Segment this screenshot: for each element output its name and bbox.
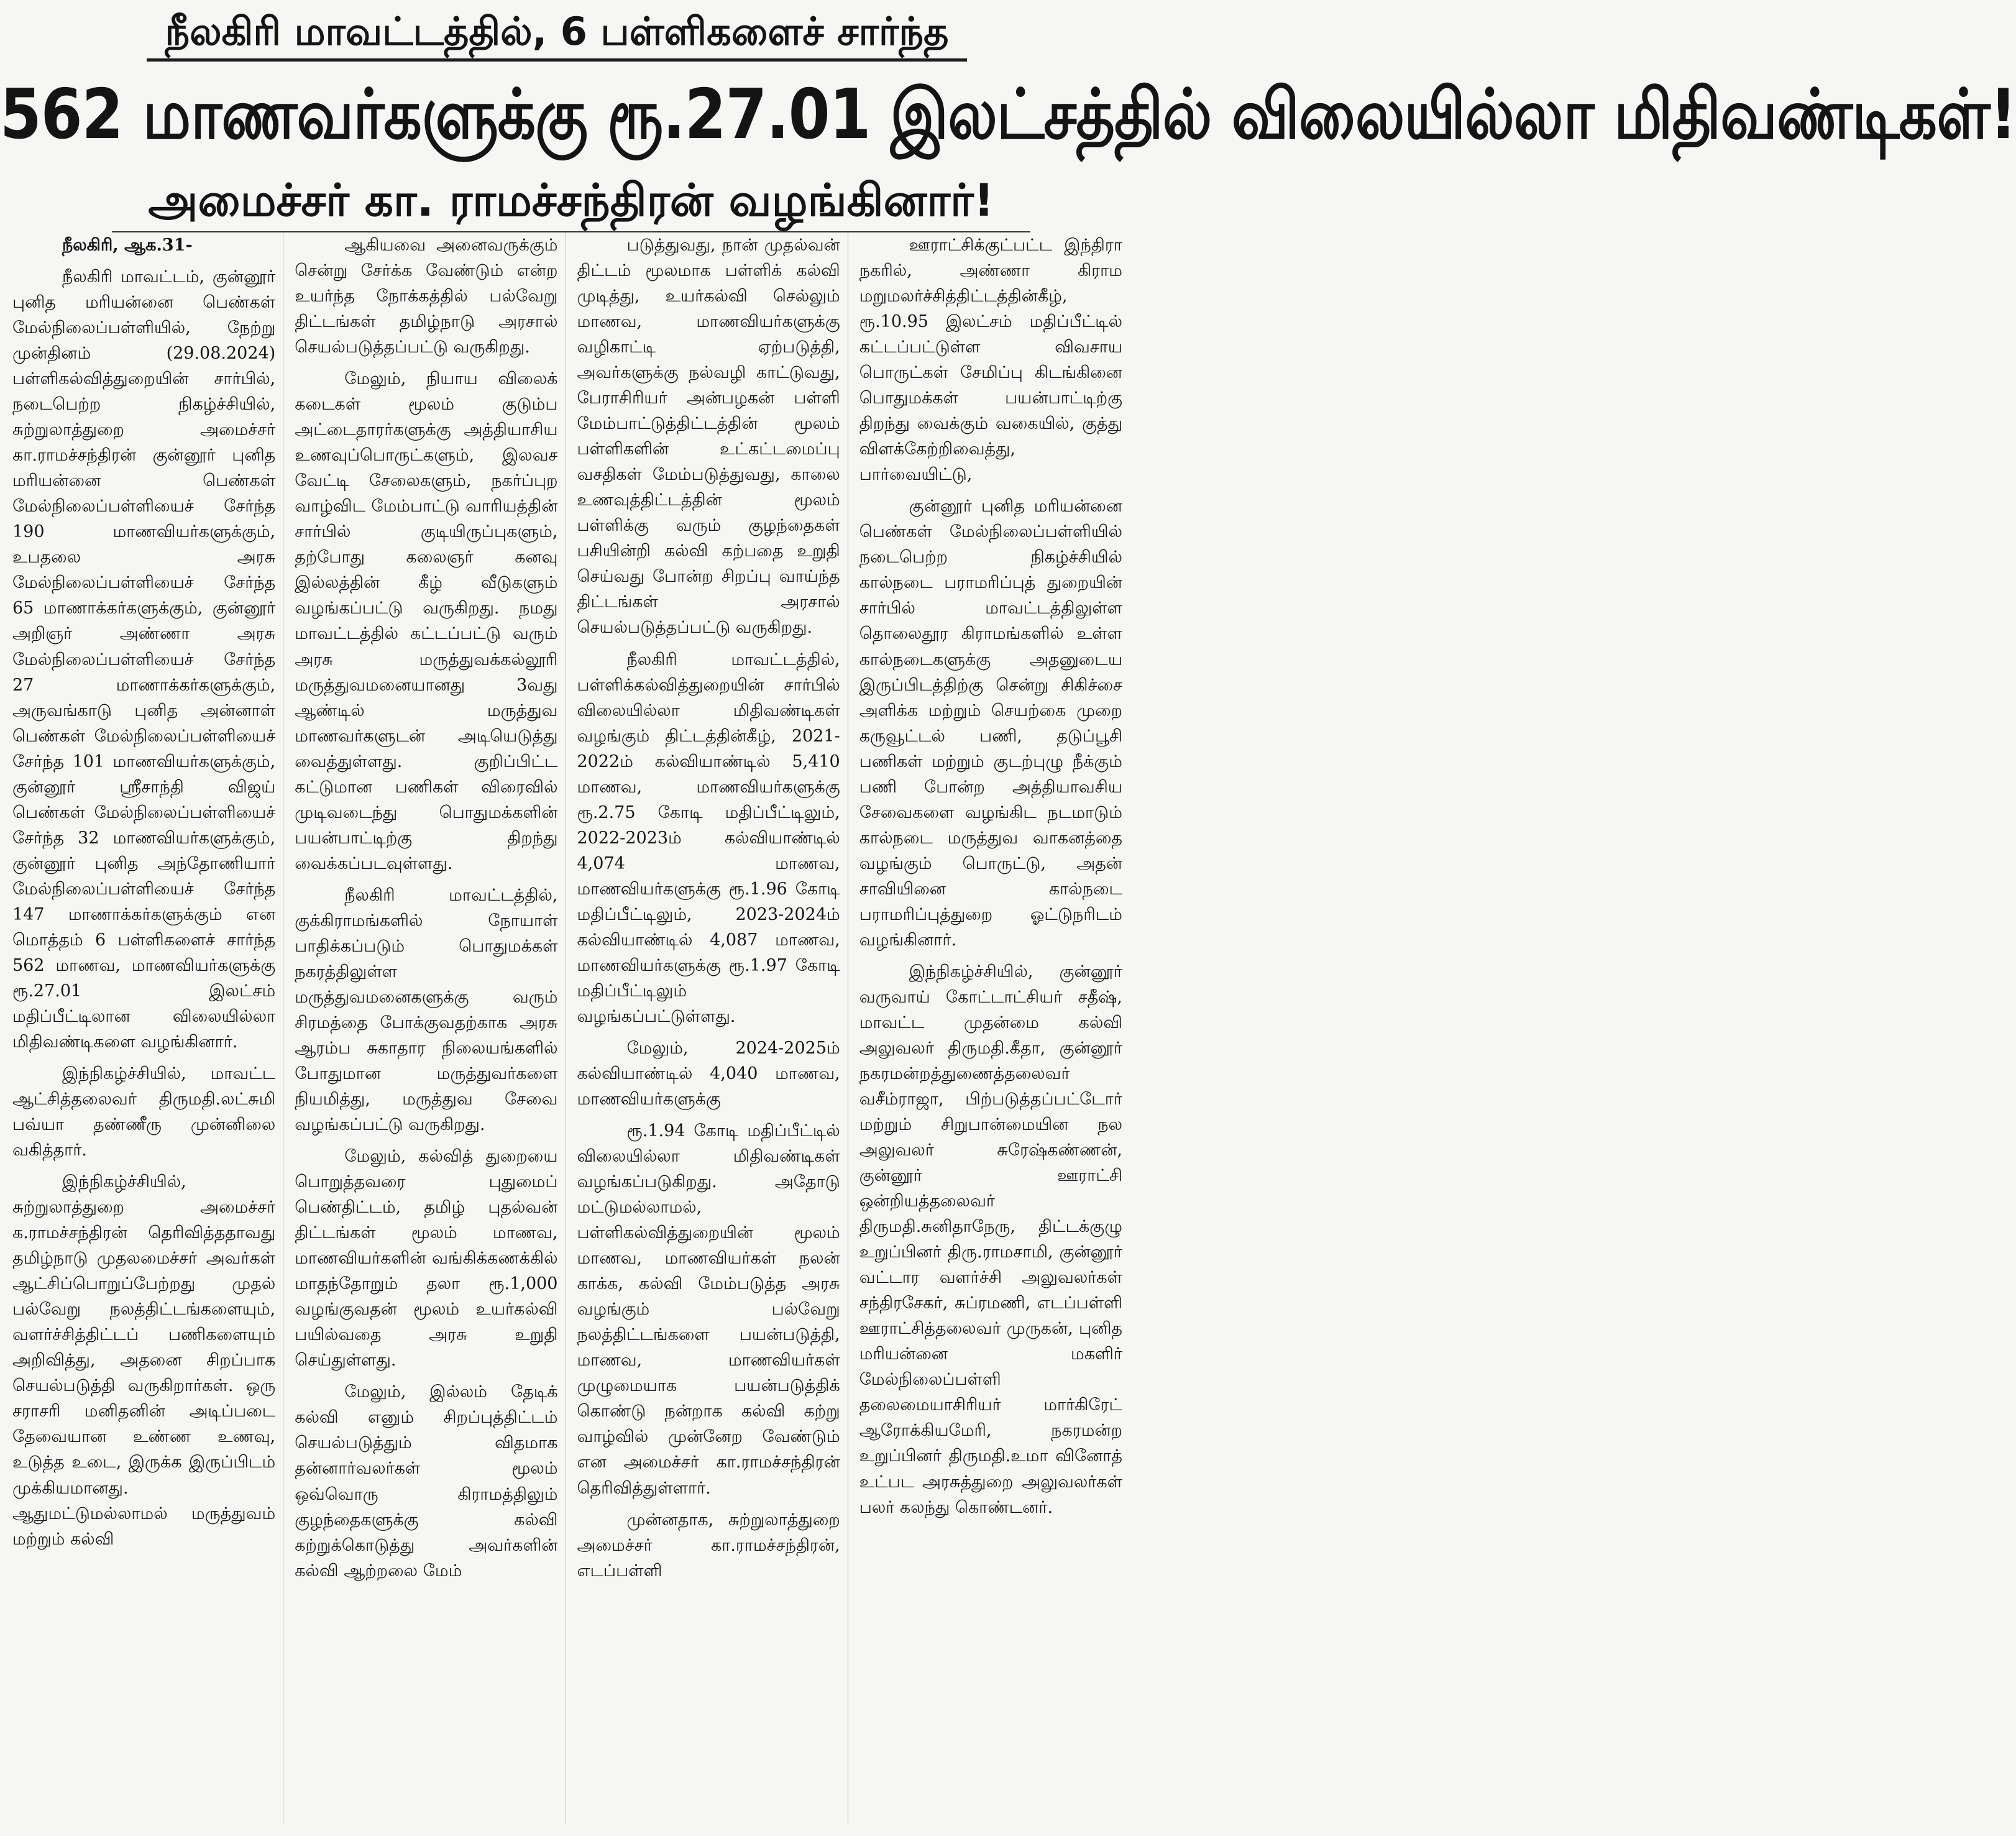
article-columns (12, 232, 1130, 1824)
article-column-4 (859, 232, 1130, 1824)
paragraph: குன்னூர் புனித மரியன்னை பெண்கள் மேல்நிலைப்பள்ளியில் நடைபெற்ற நிகழ்ச்சியில் கால்நடை பராமரிப்புத் துறையின் சார்பில் மாவட்டத்திலுள்ள தொலைதூர கிராமங்களில் உள்ள கால்நடைகளுக்கு அதனுடைய இருப்பிடத்திற்கு சென்று சிகிச்சை அளிக்க மற்றும் செயற்கை முறை கருவூட்டல் பணி, தடுப்பூசி பணிகள் மற்றும் குடற்புழு நீக்கும் பணி போன்ற அத்தியாவசிய சேவைகளை வழங்கிட நடமாடும் கால்நடை மருத்துவ வாகனத்தை வழங்கும் பொருட்டு, அதன் சாவியினை கால்நடை பராமரிப்புத்துறை ஓட்டுநரிடம் வழங்கினார். (859, 497, 1122, 950)
paragraph: படுத்துவது, நான் முதல்வன் திட்டம் மூலமாக பள்ளிக் கல்வி முடித்து, உயர்கல்வி செல்லும் மாணவ, மாணவியர்களுக்கு வழிகாட்டி ஏற்படுத்தி, அவர்களுக்கு நல்வழி காட்டுவது, பேராசிரியர் அன்பழகன் பள்ளி மேம்பாட்டுத்திட்டத்தின் மூலம் பள்ளிகளின் உட்கட்டமைப்பு வசதிகள் மேம்படுத்துவது, காலை உணவுத்திட்டத்தின் மூலம் பள்ளிக்கு வரும் குழந்தைகள் பசியின்றி கல்வி கற்பதை உறுதி செய்வது போன்ற சிறப்பு வாய்ந்த திட்டங்கள் அரசால் செயல்படுத்தப்பட்டு வருகிறது. (577, 236, 840, 638)
paragraph: இந்நிகழ்ச்சியில், சுற்றுலாத்துறை அமைச்சர் க.ராமச்சந்திரன் தெரிவித்ததாவது தமிழ்நாடு முதலமைச்சர் அவர்கள் ஆட்சிப்பொறுப்பேற்றது முதல் பல்வேறு நலத்திட்டங்களையும், வளர்ச்சித்திட்டப் பணிகளையும் அறிவித்து, அதனை சிறப்பாக செயல்படுத்தி வருகிறார்கள். ஒரு சராசரி மனிதனின் அடிப்படை தேவையான உண்ண உணவு, உடுத்த உடை, இருக்க இருப்பிடம் முக்கியமானது. ஆதுமட்டுமல்லாமல் மருத்துவம் மற்றும் கல்வி (12, 1172, 276, 1549)
paragraph: ரூ.1.94 கோடி மதிப்பீட்டில் விலையில்லா மிதிவண்டிகள் வழங்கப்படுகிறது. அதோடு மட்டுமல்லாமல், பள்ளிகல்வித்துறையின் மூலம் மாணவ, மாணவியர்கள் நலன் காக்க, கல்வி மேம்படுத்த அரசு வழங்கும் பல்வேறு நலத்திட்டங்களை பயன்படுத்தி, மாணவ, மாணவியர்கள் முழுமையாக பயன்படுத்திக் கொண்டு நன்றாக கல்வி கற்று வாழ்வில் முன்னேற வேண்டும் என அமைச்சர் கா.ராமச்சந்திரன் தெரிவித்துள்ளார். (577, 1121, 840, 1498)
main-headline: 562 மாணவர்களுக்கு ரூ.27.01 இலட்சத்தில் விலையில்லா மிதிவண்டிகள்! (0, 74, 2016, 155)
article-column-1 (12, 232, 283, 1824)
paragraph: நீலகிரி மாவட்டத்தில், பள்ளிக்கல்வித்துறையின் சார்பில் விலையில்லா மிதிவண்டிகள் வழங்கும் திட்டத்தின்கீழ், 2021-2022ம் கல்வியாண்டில் 5,410 மாணவ, மாணவியர்களுக்கு ரூ.2.75 கோடி மதிப்பீட்டிலும், 2022-2023ம் கல்வியாண்டில் 4,074 மாணவ, மாணவியர்களுக்கு ரூ.1.96 கோடி மதிப்பீட்டிலும், 2023-2024ம் கல்வியாண்டில் 4,087 மாணவ, மாணவியர்களுக்கு ரூ.1.97 கோடி மதிப்பீட்டிலும் வழங்கப்பட்டுள்ளது. (577, 649, 840, 1026)
kicker-headline: நீலகிரி மாவட்டத்தில், 6 பள்ளிகளைச் சார்ந்த (147, 5, 967, 62)
paragraph: முன்னதாக, சுற்றுலாத்துறை அமைச்சர் கா.ராமச்சந்திரன், எடப்பள்ளி (577, 1510, 840, 1581)
paragraph: மேலும், கல்வித் துறையை பொறுத்தவரை புதுமைப் பெண்திட்டம், தமிழ் புதல்வன் திட்டங்கள் மூலம் மாணவ, மாணவியர்களின் வங்கிக்கணக்கில் மாதந்தோறும் தலா ரூ.1,000 வழங்குவதன் மூலம் உயர்கல்வி பயில்வதை அரசு உறுதி செய்துள்ளது. (295, 1147, 558, 1370)
dateline: நீலகிரி, ஆக.31- (62, 236, 193, 255)
paragraph: ஆகியவை அனைவருக்கும் சென்று சேர்க்க வேண்டும் என்ற உயர்ந்த நோக்கத்தில் பல்வேறு திட்டங்கள் தமிழ்நாடு அரசால் செயல்படுத்தப்பட்டு வருகிறது. (295, 236, 558, 357)
paragraph: மேலும், இல்லம் தேடிக் கல்வி எனும் சிறப்புத்திட்டம் செயல்படுத்தும் விதமாக தன்னார்வலர்கள் மூலம் ஒவ்வொரு கிராமத்திலும் குழந்தைகளுக்கு கல்வி கற்றுக்கொடுத்து அவர்களின் கல்வி ஆற்றலை மேம் (295, 1382, 558, 1581)
paragraph: இந்நிகழ்ச்சியில், மாவட்ட ஆட்சித்தலைவர் திருமதி.லட்சுமி பவ்யா தண்ணீரு முன்னிலை வகித்தார். (12, 1064, 276, 1160)
paragraph: நீலகிரி மாவட்டத்தில், குக்கிராமங்களில் நோயாள் பாதிக்கப்படும் பொதுமக்கள் நகரத்திலுள்ள மருத்துவமனைகளுக்கு வரும் சிரமத்தை போக்குவதற்காக அரசு ஆரம்ப சுகாதார நிலையங்களில் போதுமான மருத்துவர்களை நியமித்து, மருத்துவ சேவை வழங்கப்பட்டு வருகிறது. (295, 885, 558, 1135)
article-column-2 (295, 232, 566, 1824)
sub-headline: அமைச்சர் கா. ராமச்சந்திரன் வழங்கினார்! (148, 174, 994, 226)
paragraph: மேலும், 2024-2025ம் கல்வியாண்டில் 4,040 மாணவ, மாணவியர்களுக்கு (577, 1038, 840, 1109)
paragraph: ஊராட்சிக்குட்பட்ட இந்திரா நகரில், அண்ணா கிராம மறுமலர்ச்சித்திட்டத்தின்கீழ், ரூ.10.95 இலட்சம் மதிப்பீட்டில் கட்டப்பட்டுள்ள விவசாய பொருட்கள் சேமிப்பு கிடங்கினை பொதுமக்கள் பயன்பாட்டிற்கு திறந்து வைக்கும் வகையில், குத்து விளக்கேற்றிவைத்து, பார்வையிட்டு, (859, 236, 1122, 485)
article-column-3 (577, 232, 848, 1824)
paragraph: இந்நிகழ்ச்சியில், குன்னூர் வருவாய் கோட்டாட்சியர் சதீஷ், மாவட்ட முதன்மை கல்வி அலுவலர் திருமதி.கீதா, குன்னூர் நகரமன்றத்துணைத்தலைவர் வசீம்ராஜா, பிற்படுத்தப்பட்டோர் மற்றும் சிறுபான்மையின நல அலுவலர் சுரேஷ்கண்ணன், குன்னூர் ஊராட்சி ஒன்றியத்தலைவர் திருமதி.சுனிதாநேரு, திட்டக்குழு உறுப்பினர் திரு.ராமசாமி, குன்னூர் வட்டார வளர்ச்சி அலுவலர்கள் சந்திரசேகர், சுப்ரமணி, எடப்பள்ளி ஊராட்சித்தலைவர் முருகன், புனித மரியன்னை மகளிர் மேல்நிலைப்பள்ளி தலைமையாசிரியர் மார்கிரேட் ஆரோக்கியமேரி, நகரமன்ற உறுப்பினர் திருமதி.உமா வினோத் உட்பட அரசுத்துறை அலுவலர்கள் பலர் கலந்து கொண்டனர். (859, 962, 1122, 1517)
paragraph: நீலகிரி மாவட்டம், குன்னூர் புனித மரியன்னை பெண்கள் மேல்நிலைப்பள்ளியில், நேற்று முன்தினம் (29.08.2024) பள்ளிகல்வித்துறையின் சார்பில், நடைபெற்ற நிகழ்ச்சியில், சுற்றுலாத்துறை அமைச்சர் கா.ராமச்சந்திரன் குன்னூர் புனித மரியன்னை பெண்கள் மேல்நிலைப்பள்ளியைச் சேர்ந்த 190 மாணவியர்களுக்கும், உபதலை அரசு மேல்நிலைப்பள்ளியைச் சேர்ந்த 65 மாணாக்கர்களுக்கும், குன்னூர் அறிஞர் அண்ணா அரசு மேல்நிலைப்பள்ளியைச் சேர்ந்த 27 மாணாக்கர்களுக்கும், அருவங்காடு புனித அன்னாள் பெண்கள் மேல்நிலைப்பள்ளியைச் சேர்ந்த 101 மாணவியர்களுக்கும், குன்னூர் ஸ்ரீசாந்தி விஜய் பெண்கள் மேல்நிலைப்பள்ளியைச் சேர்ந்த 32 மாணவியர்களுக்கும், குன்னூர் புனித அந்தோணியார் மேல்நிலைப்பள்ளியைச் சேர்ந்த 147 மாணாக்கர்களுக்கும் என மொத்தம் 6 பள்ளிகளைச் சார்ந்த 562 மாணவ, மாணவியர்களுக்கு ரூ.27.01 இலட்சம் மதிப்பீட்டிலான விலையில்லா மிதிவண்டிகளை வழங்கினார். (12, 267, 276, 1052)
paragraph: மேலும், நியாய விலைக் கடைகள் மூலம் குடும்ப அட்டைதாரர்களுக்கு அத்தியாசிய உணவுப்பொருட்களும், இலவச வேட்டி சேலைகளும், நகர்ப்புற வாழ்விட மேம்பாட்டு வாரியத்தின் சார்பில் குடியிருப்புகளும், தற்போது கலைஞர் கனவு இல்லத்தின் கீழ் வீடுகளும் வழங்கப்பட்டு வருகிறது. நமது மாவட்டத்தில் கட்டப்பட்டு வரும் அரசு மருத்துவக்கல்லூரி மருத்துவமனையானது 3வது ஆண்டில் மருத்துவ மாணவர்களுடன் அடியெடுத்து வைத்துள்ளது. குறிப்பிட்ட கட்டுமான பணிகள் விரைவில் முடிவடைந்து பொதுமக்களின் பயன்பாட்டிற்கு திறந்து வைக்கப்படவுள்ளது. (295, 369, 558, 873)
